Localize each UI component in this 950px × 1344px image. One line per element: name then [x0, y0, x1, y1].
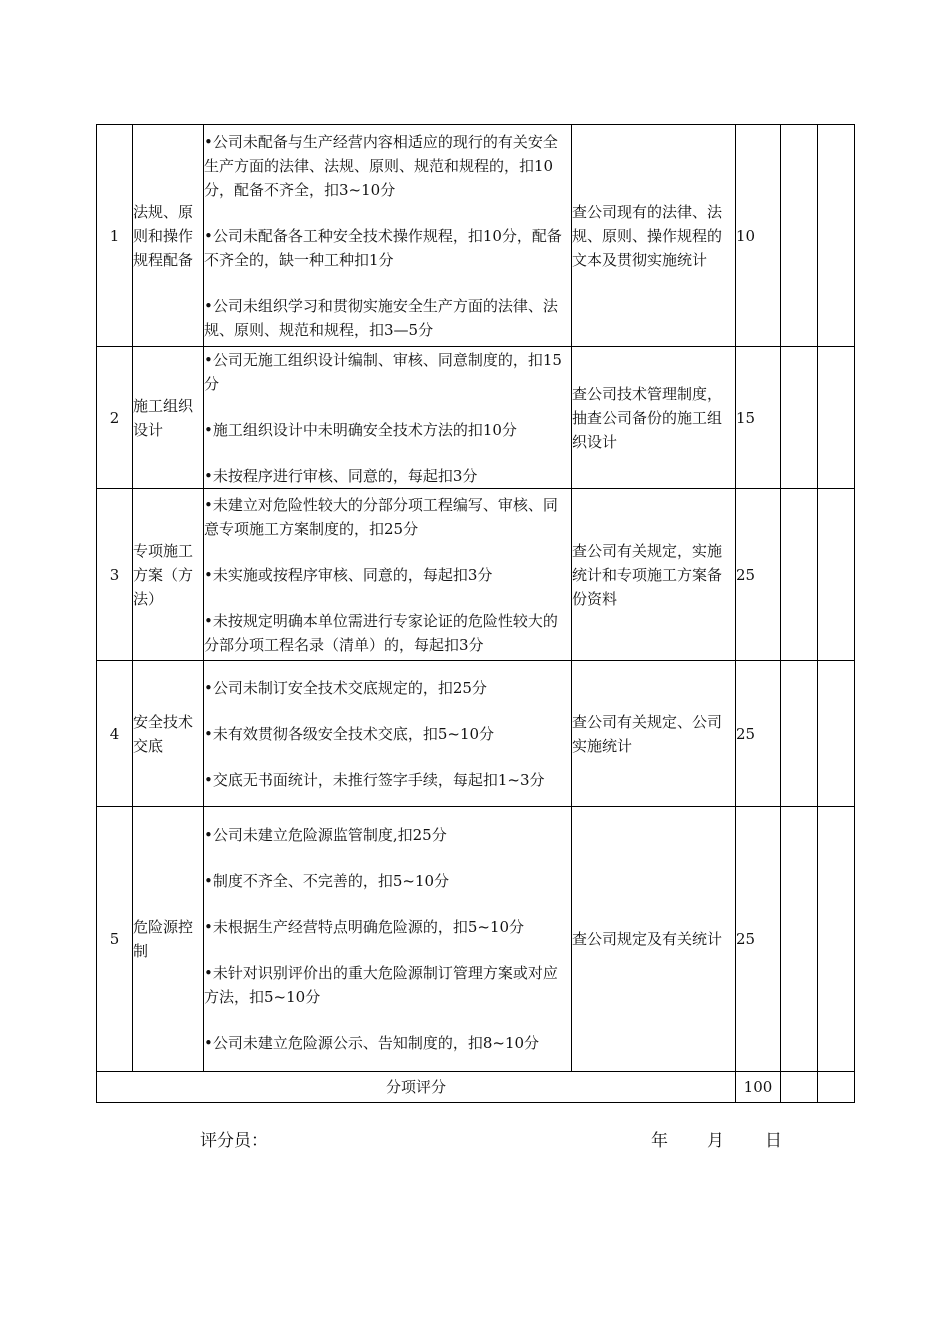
criteria-gap [204, 541, 571, 563]
table-body [97, 125, 855, 1072]
criterion: •公司未建立危险源公示、告知制度的，扣8~10分 [204, 1034, 540, 1052]
row-number: 4 [97, 661, 133, 807]
date-month [707, 1126, 724, 1151]
table-row [97, 661, 855, 807]
criterion: •未按程序进行审核、同意的，每起扣3分 [204, 466, 478, 485]
criteria-gap [204, 202, 571, 224]
points: 15 [736, 347, 781, 489]
criteria-gap [204, 272, 571, 294]
check-method: 查公司规定及有关统计 [572, 807, 736, 1072]
criterion: •交底无书面统计，未推行签字手续，每起扣1~3分 [204, 770, 545, 789]
criteria-gap [204, 700, 571, 722]
criteria-gap [204, 746, 571, 768]
criteria-gap [204, 847, 571, 869]
blank-cell [781, 807, 818, 1072]
criteria-gap [204, 587, 571, 609]
criteria-gap [204, 442, 571, 464]
criterion: •未根据生产经营特点明确危险源的，扣5~10分 [204, 918, 525, 936]
item-name: 法规、原则和操作规程配备 [133, 125, 204, 347]
blank-cell [781, 661, 818, 807]
check-method: 查公司有关规定、公司实施统计 [572, 661, 736, 807]
table-row [97, 807, 855, 1072]
criteria-gap [204, 939, 571, 961]
criterion: •公司未组织学习和贯彻实施安全生产方面的法律、法规、原则、规范和规程，扣3—5分 [204, 296, 558, 339]
points: 25 [736, 807, 781, 1072]
criteria-gap [204, 396, 571, 418]
scoring-table [96, 124, 855, 1103]
row-number: 3 [97, 489, 133, 661]
criterion: •公司未制订安全技术交底规定的，扣25分 [204, 678, 487, 697]
standards-cell [204, 347, 572, 489]
total-row [97, 1072, 855, 1103]
criterion: •公司未建立危险源监管制度,扣25分 [204, 826, 447, 844]
blank-cell [818, 347, 855, 489]
standards-cell [204, 807, 572, 1072]
standards-cell [204, 661, 572, 807]
check-method: 查公司技术管理制度，抽查公司备份的施工组织设计 [572, 347, 736, 489]
footer [200, 1126, 268, 1151]
check-method: 查公司有关规定，实施统计和专项施工方案备份资料 [572, 489, 736, 661]
item-name: 安全技术交底 [133, 661, 204, 807]
criterion: •未建立对危险性较大的分部分项工程编写、审核、同意专项施工方案制度的，扣25分 [204, 495, 558, 538]
criterion: •公司未配备各工种安全技术操作规程，扣10分，配备不齐全的，缺一种工种扣1分 [204, 226, 562, 269]
blank-cell [781, 347, 818, 489]
criterion: •未有效贯彻各级安全技术交底，扣5~10分 [204, 724, 495, 743]
criteria-gap [204, 893, 571, 915]
month-label: 月 [707, 1131, 724, 1151]
table-row [97, 489, 855, 661]
year-label: 年 [651, 1131, 668, 1151]
total-label: 分项评分 [97, 1072, 736, 1103]
standards-cell [204, 489, 572, 661]
criterion: •制度不齐全、不完善的，扣5~10分 [204, 872, 450, 890]
row-number: 1 [97, 125, 133, 347]
table-row [97, 347, 855, 489]
blank-cell [781, 1072, 818, 1103]
item-name: 专项施工方案（方法） [133, 489, 204, 661]
criterion: •未实施或按程序审核、同意的，每起扣3分 [204, 565, 493, 584]
criterion: •未按规定明确本单位需进行专家论证的危险性较大的分部分项工程名录（清单）的，每起扣3分 [204, 611, 558, 654]
date-year [651, 1126, 668, 1151]
item-name: 施工组织设计 [133, 347, 204, 489]
points: 10 [736, 125, 781, 347]
row-number: 2 [97, 347, 133, 489]
row-number: 5 [97, 807, 133, 1072]
date-day [765, 1126, 782, 1151]
blank-cell [818, 125, 855, 347]
blank-cell [818, 489, 855, 661]
table-row [97, 125, 855, 347]
day-label: 日 [765, 1131, 782, 1151]
blank-cell [818, 1072, 855, 1103]
scorer-label: 评分员： [200, 1131, 268, 1151]
criteria-gap [204, 1009, 571, 1031]
standards-cell [204, 125, 572, 347]
criterion: •公司未配备与生产经营内容相适应的现行的有关安全生产方面的法律、法规、原则、规范和规程的，扣10分，配备不齐全，扣3~10分 [204, 132, 558, 199]
blank-cell [818, 807, 855, 1072]
points: 25 [736, 489, 781, 661]
criterion: •未针对识别评价出的重大危险源制订管理方案或对应方法，扣5~10分 [204, 964, 558, 1006]
criterion: •公司无施工组织设计编制、审核、同意制度的，扣15分 [204, 350, 562, 393]
points: 25 [736, 661, 781, 807]
total-value: 100 [736, 1072, 781, 1103]
item-name: 危险源控制 [133, 807, 204, 1072]
blank-cell [781, 489, 818, 661]
check-method: 查公司现有的法律、法规、原则、操作规程的文本及贯彻实施统计 [572, 125, 736, 347]
blank-cell [781, 125, 818, 347]
criterion: •施工组织设计中未明确安全技术方法的扣10分 [204, 420, 517, 439]
blank-cell [818, 661, 855, 807]
